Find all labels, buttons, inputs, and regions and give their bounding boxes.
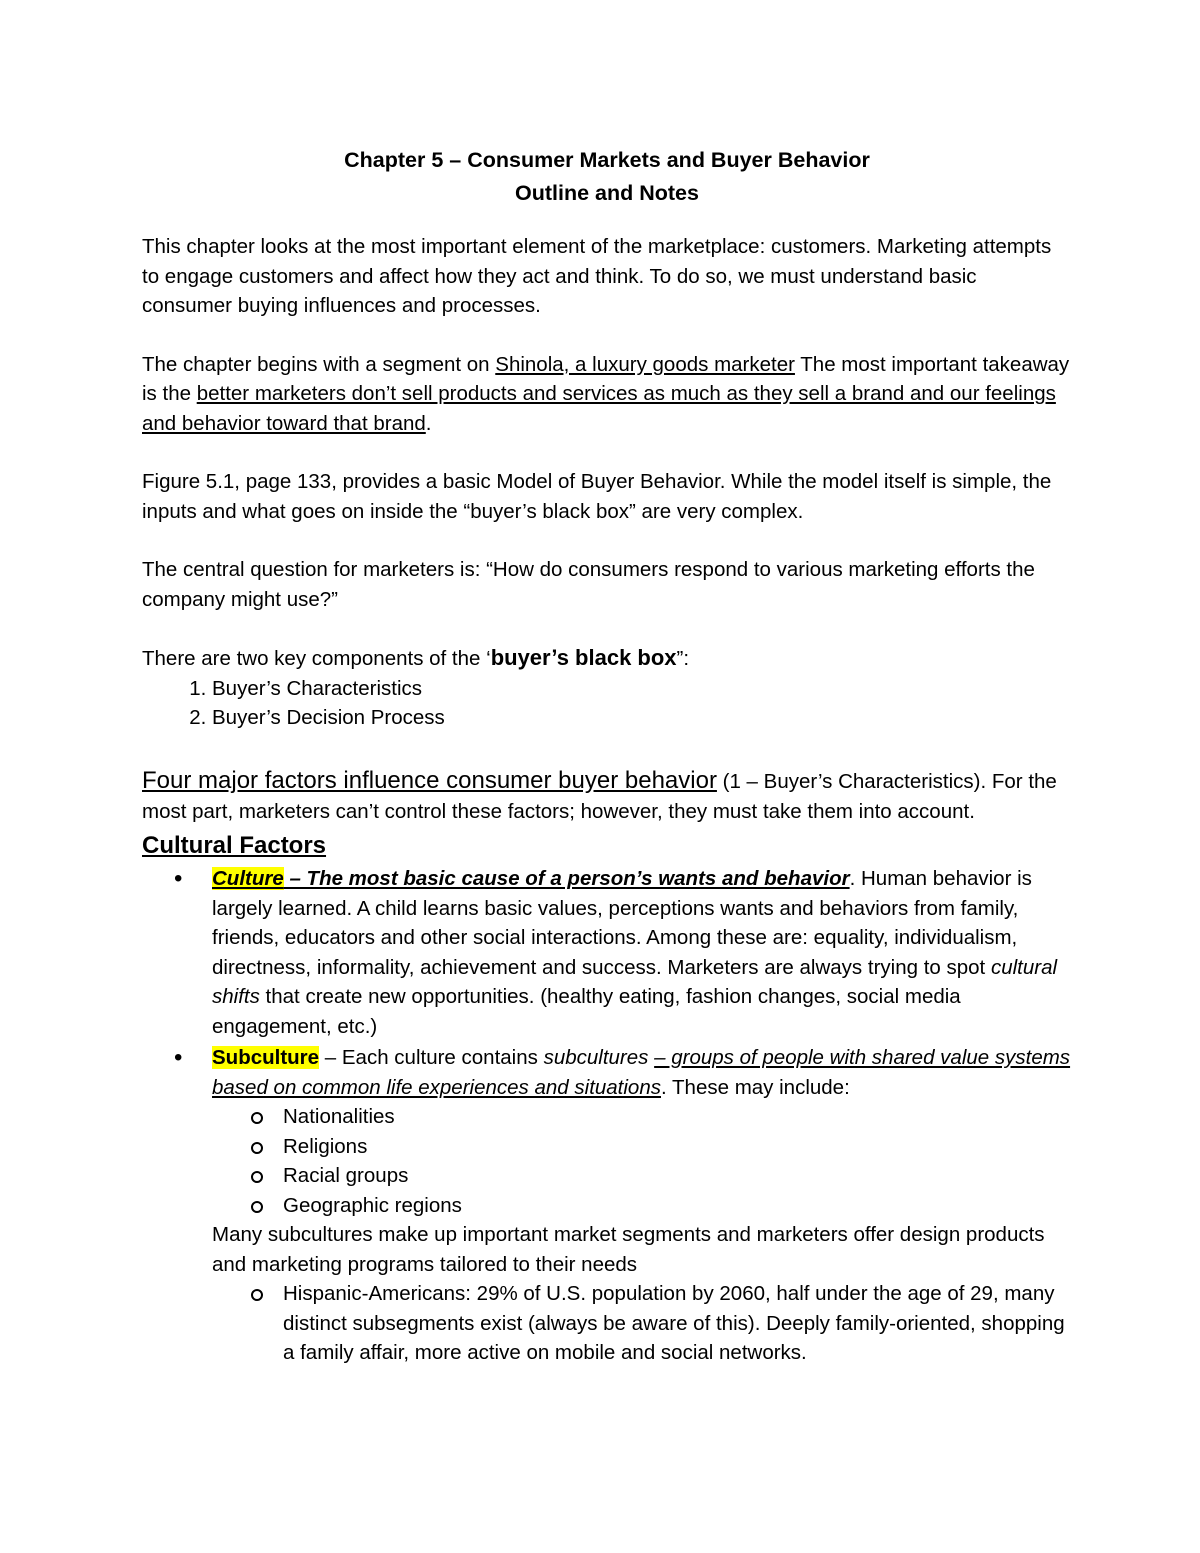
list-item: Nationalities bbox=[283, 1102, 1072, 1132]
components-pre: There are two key components of the ‘ bbox=[142, 647, 491, 670]
figure-paragraph: Figure 5.1, page 133, provides a basic Model of Buyer Behavior. While the model itself is simple, the inputs and what goes on inside the “buyer’s black box” are very complex. bbox=[142, 470, 1052, 523]
document-title: Chapter 5 – Consumer Markets and Buyer Behavior bbox=[344, 148, 870, 172]
factors-bullet-list bbox=[142, 864, 1072, 1368]
culture-bullet bbox=[212, 864, 1072, 1041]
subculture-text-2: . These may include: bbox=[661, 1075, 850, 1099]
components-post: ”: bbox=[676, 647, 690, 670]
subculture-bullet bbox=[212, 1043, 1072, 1368]
factors-paragraph bbox=[142, 765, 1072, 827]
subcultures-term: subcultures bbox=[543, 1046, 649, 1069]
takeaway-text: better marketers don’t sell products and services as much as they sell a brand and our feelings and behavior toward that brand bbox=[142, 382, 1056, 435]
black-box-term: buyer’s black box bbox=[490, 645, 677, 670]
culture-term: Culture bbox=[212, 867, 284, 890]
shinola-link-text: Shinola, a luxury goods marketer bbox=[495, 352, 795, 376]
shinola-paragraph bbox=[142, 350, 1072, 439]
cultural-shifts-term: cultural shifts bbox=[212, 955, 1058, 1008]
subculture-definition: – groups of people with shared value systems based on common life experiences and situations bbox=[212, 1046, 1071, 1099]
subculture-term: Subculture bbox=[212, 1046, 320, 1069]
list-item: Hispanic-Americans: 29% of U.S. population by 2060, half under the age of 29, many distinct subsegments exist (always be aware of this). Deeply family-oriented, shopping a family affair, more active on mobile and social networks. bbox=[283, 1279, 1072, 1368]
culture-definition: – The most basic cause of a person’s wants and behavior bbox=[283, 867, 850, 890]
components-intro bbox=[142, 643, 1072, 674]
shinola-pre: The chapter begins with a segment on bbox=[142, 352, 496, 376]
subculture-segments-text: Many subcultures make up important market segments and marketers offer design products and marketing programs tailored to their needs bbox=[212, 1223, 1045, 1276]
cultural-factors-heading: Cultural Factors bbox=[142, 832, 327, 859]
intro-paragraph: This chapter looks at the most important element of the marketplace: customers. Marketing attempts to engage customers and affect how they act and think. To do so, we must understand basic consumer buying influences and processes. bbox=[142, 235, 1052, 317]
list-item: Geographic regions bbox=[283, 1191, 1072, 1221]
document-subtitle: Outline and Notes bbox=[515, 181, 699, 205]
components-list bbox=[142, 674, 1072, 733]
culture-text-2: that create new opportunities. (healthy eating, fashion changes, social media engagement, etc.) bbox=[212, 985, 961, 1038]
shinola-end: . bbox=[425, 411, 432, 435]
document-body bbox=[142, 144, 1072, 1370]
culture-text-1: . Human behavior is largely learned. A child learns basic values, perceptions wants and behaviors from family, friends, educators and other social interactions. Among these are: equality, individualism, directness, informality, achievement and success. Marketers are always trying to spot bbox=[212, 867, 1032, 979]
list-item: Racial groups bbox=[283, 1161, 1072, 1191]
subculture-examples-list bbox=[212, 1279, 1072, 1368]
subculture-text-1: – Each culture contains bbox=[319, 1046, 544, 1069]
subculture-types-list bbox=[212, 1102, 1072, 1220]
central-question-paragraph: The central question for marketers is: “How do consumers respond to various marketing efforts the company might use?” bbox=[142, 558, 1035, 611]
list-item: 2. Buyer’s Decision Process bbox=[212, 703, 1072, 733]
factors-heading: Four major factors influence consumer buyer behavior bbox=[142, 766, 717, 794]
shinola-mid: The most important takeaway is the bbox=[142, 352, 1070, 405]
list-item: Religions bbox=[283, 1132, 1072, 1162]
title-block bbox=[142, 144, 1072, 210]
list-item: 1. Buyer’s Characteristics bbox=[212, 674, 1072, 704]
factors-text: (1 – Buyer’s Characteristics). For the most part, marketers can’t control these factors; however, they must take them into account. bbox=[142, 769, 1057, 823]
